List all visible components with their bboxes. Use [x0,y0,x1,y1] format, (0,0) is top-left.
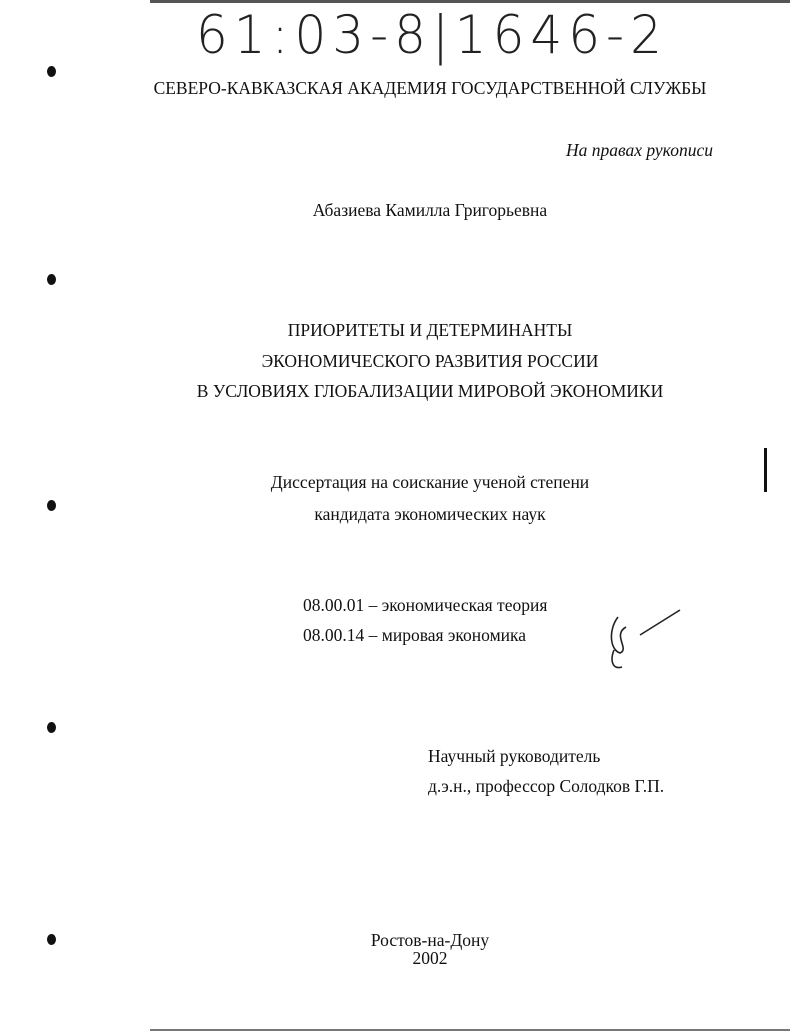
supervisor-name: д.э.н., профессор Солодков Г.П. [428,776,665,796]
scan-bottom-edge [150,1029,790,1031]
specialty-code: 08.00.01 – экономическая теория [303,595,548,615]
supervisor-label: Научный руководитель [428,746,601,766]
thesis-title-line: ПРИОРИТЕТЫ И ДЕТЕРМИНАНТЫ [287,320,573,340]
thesis-title-line: В УСЛОВИЯХ ГЛОБАЛИЗАЦИИ МИРОВОЙ ЭКОНОМИКИ [196,381,664,401]
signature-mark [600,605,690,675]
scan-top-edge [150,0,790,3]
institution-name: СЕВЕРО-КАВКАЗСКАЯ АКАДЕМИЯ ГОСУДАРСТВЕННОЙ СЛУЖБЫ [153,78,707,98]
punch-hole-mark [47,274,56,285]
degree-line: Диссертация на соискание ученой степени [270,472,590,492]
manuscript-note: На правах рукописи [566,140,713,160]
author-name: Абазиева Камилла Григорьевна [312,200,548,220]
year: 2002 [412,948,448,968]
degree-line: кандидата экономических наук [314,504,546,524]
specialty-code: 08.00.14 – мировая экономика [303,625,527,645]
thesis-title-line: ЭКОНОМИЧЕСКОГО РАЗВИТИЯ РОССИИ [261,351,599,371]
punch-hole-mark [47,722,56,733]
punch-hole-mark [47,66,56,77]
city: Ростов-на-Дону [370,930,490,950]
handwritten-library-code: 61:03-8|1646-2 [196,4,668,66]
